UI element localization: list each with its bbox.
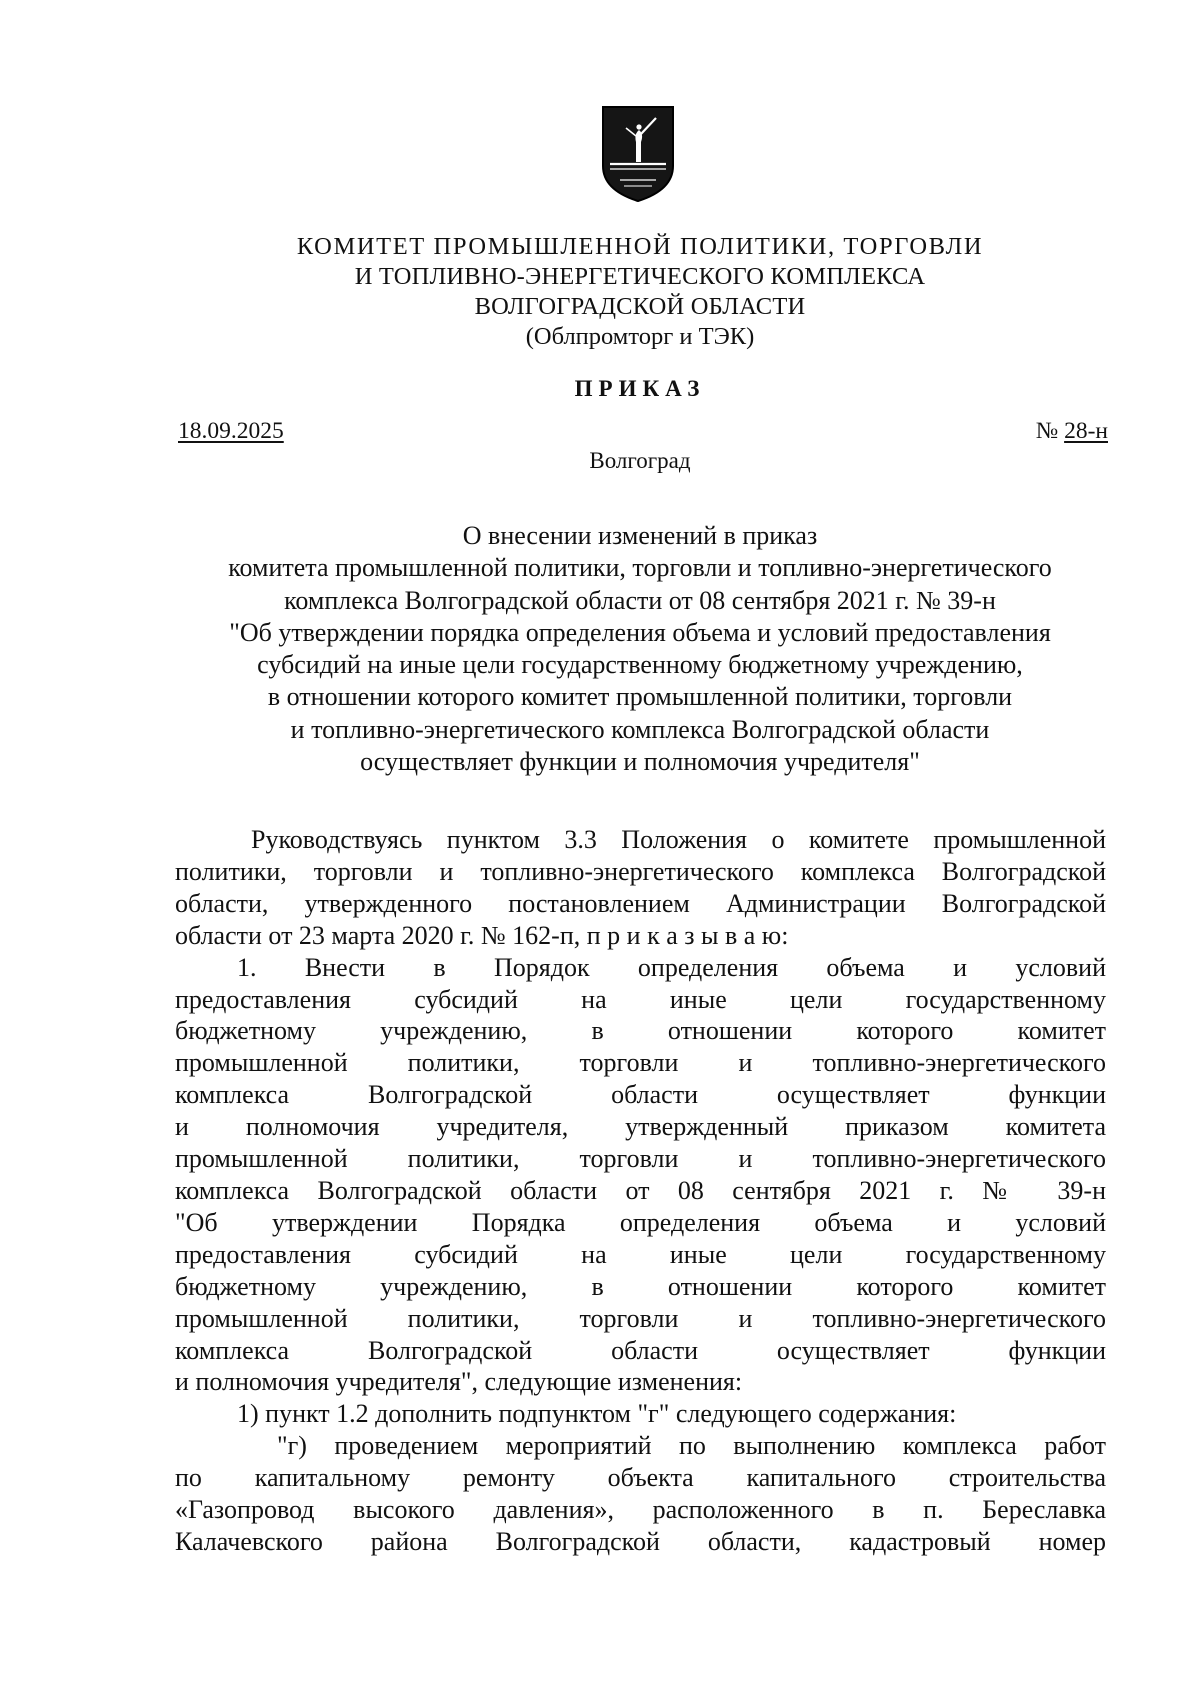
heading-line: и топливно-энергетического комплекса Волгоградской области	[290, 714, 990, 744]
heading-line: в отношении которого комитет промышленной политики, торговли	[267, 682, 1013, 712]
order-number-value: 28-н	[1064, 418, 1108, 444]
subitem-1: 1) пункт 1.2 дополнить подпунктом "г" следующего содержания:	[237, 1399, 957, 1429]
item-1-line: бюджетному учреждению, в отношении которого комитет	[175, 1016, 1106, 1046]
org-line: КОМИТЕТ ПРОМЫШЛЕННОЙ ПОЛИТИКИ, ТОРГОВЛИ	[296, 233, 984, 260]
intro-line: области, утвержденного постановлением Администрации Волгоградской	[175, 888, 1106, 918]
org-line: И ТОПЛИВНО-ЭНЕРГЕТИЧЕСКОГО КОМПЛЕКСА	[354, 263, 926, 290]
item-1-line: комплекса Волгоградской области осуществляет функции	[175, 1335, 1106, 1365]
item-1-line: предоставления субсидий на иные цели государственному	[175, 984, 1106, 1014]
org-abbreviation: (Облпромторг и ТЭК)	[525, 323, 755, 350]
heading-line: осуществляет функции и полномочия учредителя"	[360, 747, 920, 777]
intro-line: области от 23 марта 2020 г. № 162-п, п р и к а з ы в а ю:	[175, 920, 789, 950]
item-1-line: промышленной политики, торговли и топливно-энергетического	[175, 1144, 1106, 1174]
item-1-line: 1. Внести в Порядок определения объема и условий	[237, 952, 1106, 982]
item-1-line: промышленной политики, торговли и топливно-энергетического	[175, 1303, 1106, 1333]
order-heading	[160, 520, 1120, 778]
item-1-line: промышленной политики, торговли и топливно-энергетического	[175, 1048, 1106, 1078]
subitem-g-line: Калачевского района Волгоградской области, кадастровый номер	[175, 1526, 1106, 1556]
order-number-prefix: №	[1035, 418, 1065, 444]
subitem-g-line: "г) проведением мероприятий по выполнению комплекса работ	[277, 1431, 1106, 1461]
intro-line: Руководствуясь пунктом 3.3 Положения о комитете промышленной	[251, 825, 1106, 854]
order-body	[175, 824, 1106, 1558]
intro-line: политики, торговли и топливно-энергетического комплекса Волгоградской	[175, 856, 1106, 886]
item-1-line: предоставления субсидий на иные цели государственному	[175, 1239, 1106, 1269]
org-line: ВОЛГОГРАДСКОЙ ОБЛАСТИ	[474, 293, 806, 320]
city: Волгоград	[589, 448, 691, 473]
order-number	[1036, 418, 1108, 445]
item-1-line: комплекса Волгоградской области от 08 сентября 2021 г. № 39-н	[175, 1175, 1106, 1205]
subitem-g-line: «Газопровод высокого давления», расположенного в п. Береславка	[175, 1495, 1106, 1525]
item-1-line: и полномочия учредителя, утвержденный приказом комитета	[175, 1112, 1106, 1142]
heading-line: О внесении изменений в приказ	[462, 521, 818, 550]
heading-line: "Об утверждении порядка определения объема и условий предоставления	[229, 617, 1051, 647]
heading-line: комплекса Волгоградской области от 08 сентября 2021 г. № 39-н	[284, 585, 996, 615]
subitem-g-line: по капитальному ремонту объекта капитального строительства	[175, 1463, 1106, 1493]
document-type-title: ПРИКАЗ	[574, 376, 706, 401]
volgograd-coat-of-arms-icon	[600, 104, 676, 204]
item-1-line: комплекса Волгоградской области осуществляет функции	[175, 1080, 1106, 1110]
item-1-line: бюджетному учреждению, в отношении которого комитет	[175, 1271, 1106, 1301]
item-1-line: и полномочия учредителя", следующие изменения:	[175, 1367, 743, 1397]
organization-name	[170, 232, 1110, 352]
order-date: 18.09.2025	[178, 418, 284, 444]
item-1-line: "Об утверждении Порядка определения объема и условий	[175, 1207, 1106, 1237]
heading-line: субсидий на иные цели государственному бюджетному учреждению,	[257, 650, 1023, 680]
heading-line: комитета промышленной политики, торговли и топливно-энергетического	[228, 553, 1052, 583]
